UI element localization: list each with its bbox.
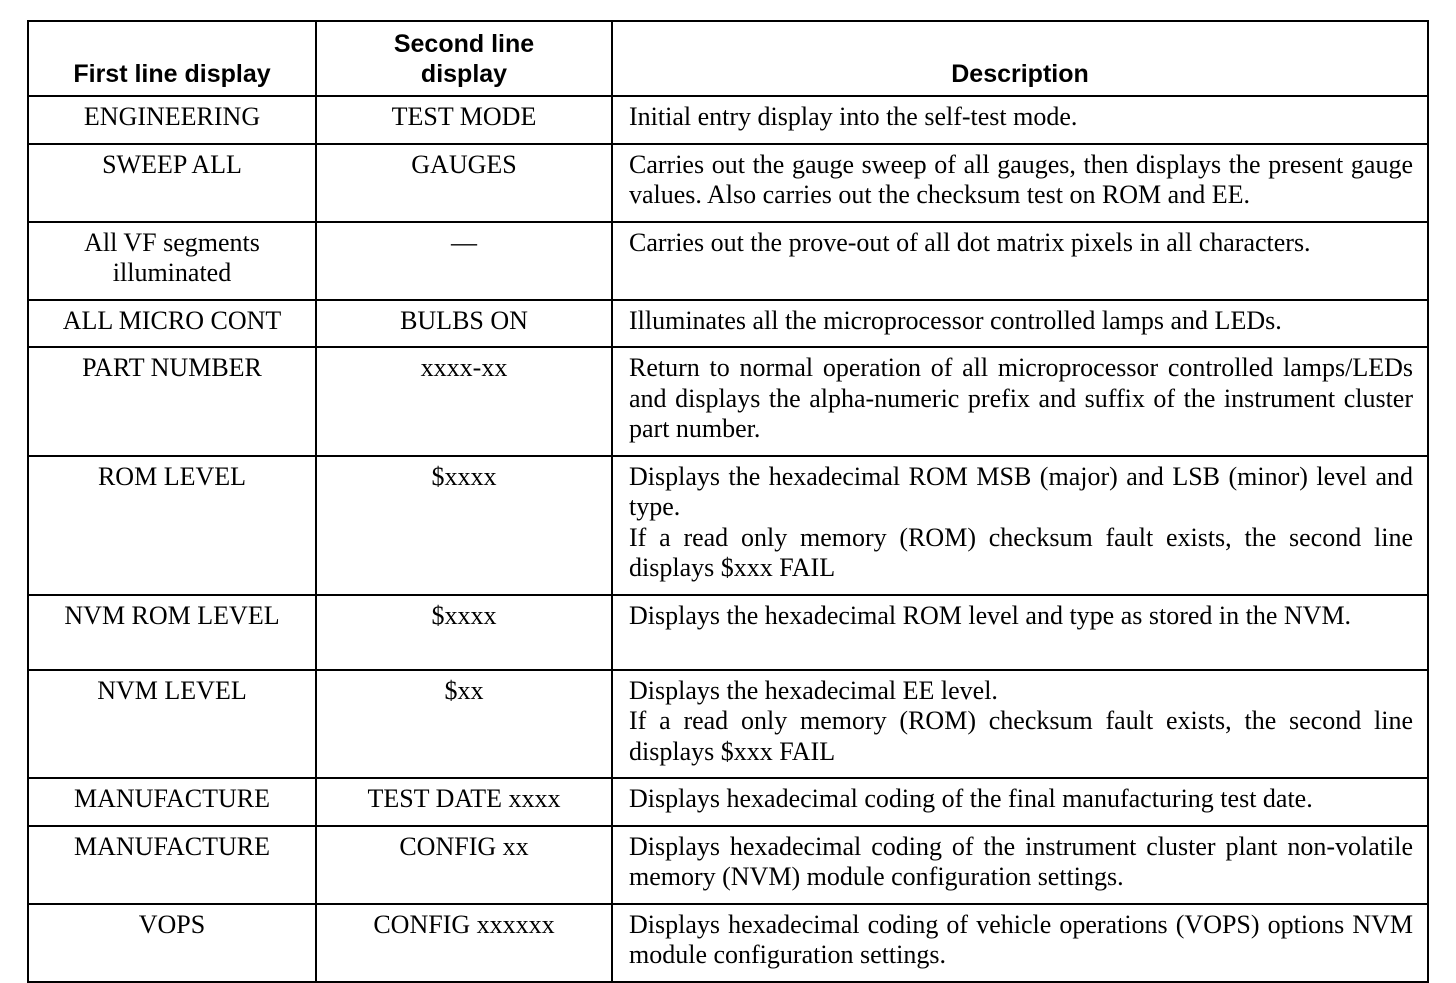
- description-text: Displays the hexadecimal ROM MSB (major) and LSB (minor) level and type.: [629, 461, 1413, 521]
- description-text: Displays hexadecimal coding of the instrument cluster plant non-volatile memory (NVM) module configuration settings.: [629, 831, 1413, 891]
- table-row: [28, 300, 1428, 348]
- table-row: [28, 904, 1428, 982]
- first-line-display-cell: ALL MICRO CONT: [28, 300, 316, 348]
- description-text: Initial entry display into the self-test mode.: [629, 102, 1078, 131]
- first-line-display-cell: SWEEP ALL: [28, 144, 316, 222]
- second-line-display-cell: $xxxx: [316, 595, 612, 670]
- header-second-line-display: Second line display: [316, 21, 612, 96]
- description-text: Displays hexadecimal coding of vehicle operations (VOPS) options NVM module configuration settings.: [629, 909, 1413, 969]
- description-cell: [612, 456, 1428, 595]
- description-cell: [612, 347, 1428, 456]
- header-description: Description: [612, 21, 1428, 96]
- description-cell: [612, 826, 1428, 904]
- table-row: [28, 222, 1428, 300]
- first-line-display-cell: ENGINEERING: [28, 96, 316, 144]
- table-body: [28, 96, 1428, 982]
- second-line-display-cell: GAUGES: [316, 144, 612, 222]
- description-cell: [612, 144, 1428, 222]
- description-text: Return to normal operation of all microprocessor controlled lamps/LEDs and displays the alpha-numeric prefix and suffix of the instrument cluster part number.: [629, 353, 1413, 443]
- description-text: Illuminates all the microprocessor controlled lamps and LEDs.: [629, 305, 1282, 335]
- second-line-display-cell: —: [316, 222, 612, 300]
- second-line-display-cell: $xx: [316, 670, 612, 779]
- table-row: [28, 670, 1428, 779]
- description-cell: [612, 778, 1428, 826]
- description-cell: [612, 96, 1428, 144]
- second-line-display-cell: $xxxx: [316, 456, 612, 595]
- description-cell: [612, 670, 1428, 779]
- second-line-display-cell: xxxx-xx: [316, 347, 612, 456]
- second-line-display-cell: CONFIG xx: [316, 826, 612, 904]
- table-row: [28, 96, 1428, 144]
- table-row: [28, 826, 1428, 904]
- first-line-display-cell: NVM ROM LEVEL: [28, 595, 316, 670]
- table-row: [28, 778, 1428, 826]
- second-line-display-cell: CONFIG xxxxxx: [316, 904, 612, 982]
- self-test-display-table: [27, 20, 1429, 983]
- description-text: Displays the hexadecimal ROM level and type as stored in the NVM.: [629, 600, 1352, 630]
- description-text: Carries out the prove-out of all dot matrix pixels in all characters.: [629, 227, 1311, 257]
- description-text: Displays the hexadecimal EE level.: [629, 675, 998, 705]
- description-text: Carries out the gauge sweep of all gauges, then displays the present gauge values. Also carries out the checksum test on ROM and EE.: [629, 149, 1413, 209]
- first-line-display-cell: NVM LEVEL: [28, 670, 316, 779]
- description-cell: [612, 904, 1428, 982]
- table-row: [28, 595, 1428, 670]
- table-row: [28, 456, 1428, 595]
- first-line-display-cell: VOPS: [28, 904, 316, 982]
- description-cell: [612, 300, 1428, 348]
- first-line-display-cell: MANUFACTURE: [28, 826, 316, 904]
- description-cell: [612, 222, 1428, 300]
- header-row: [28, 21, 1428, 96]
- first-line-display-cell: MANUFACTURE: [28, 778, 316, 826]
- description-text: If a read only memory (ROM) checksum fault exists, the second line displays $xxx FAIL: [629, 706, 1413, 766]
- description-cell: [612, 595, 1428, 670]
- table-row: [28, 144, 1428, 222]
- first-line-display-cell: ROM LEVEL: [28, 456, 316, 595]
- second-line-display-cell: TEST DATE xxxx: [316, 778, 612, 826]
- header-first-line-display: First line display: [28, 21, 316, 96]
- first-line-display-cell: All VF segments illuminated: [28, 222, 316, 300]
- first-line-display-cell: PART NUMBER: [28, 347, 316, 456]
- table-row: [28, 347, 1428, 456]
- second-line-display-cell: BULBS ON: [316, 300, 612, 348]
- description-text: Displays hexadecimal coding of the final manufacturing test date.: [629, 784, 1313, 813]
- description-text: If a read only memory (ROM) checksum fault exists, the second line displays $xxx FAIL: [629, 522, 1413, 582]
- second-line-display-cell: TEST MODE: [316, 96, 612, 144]
